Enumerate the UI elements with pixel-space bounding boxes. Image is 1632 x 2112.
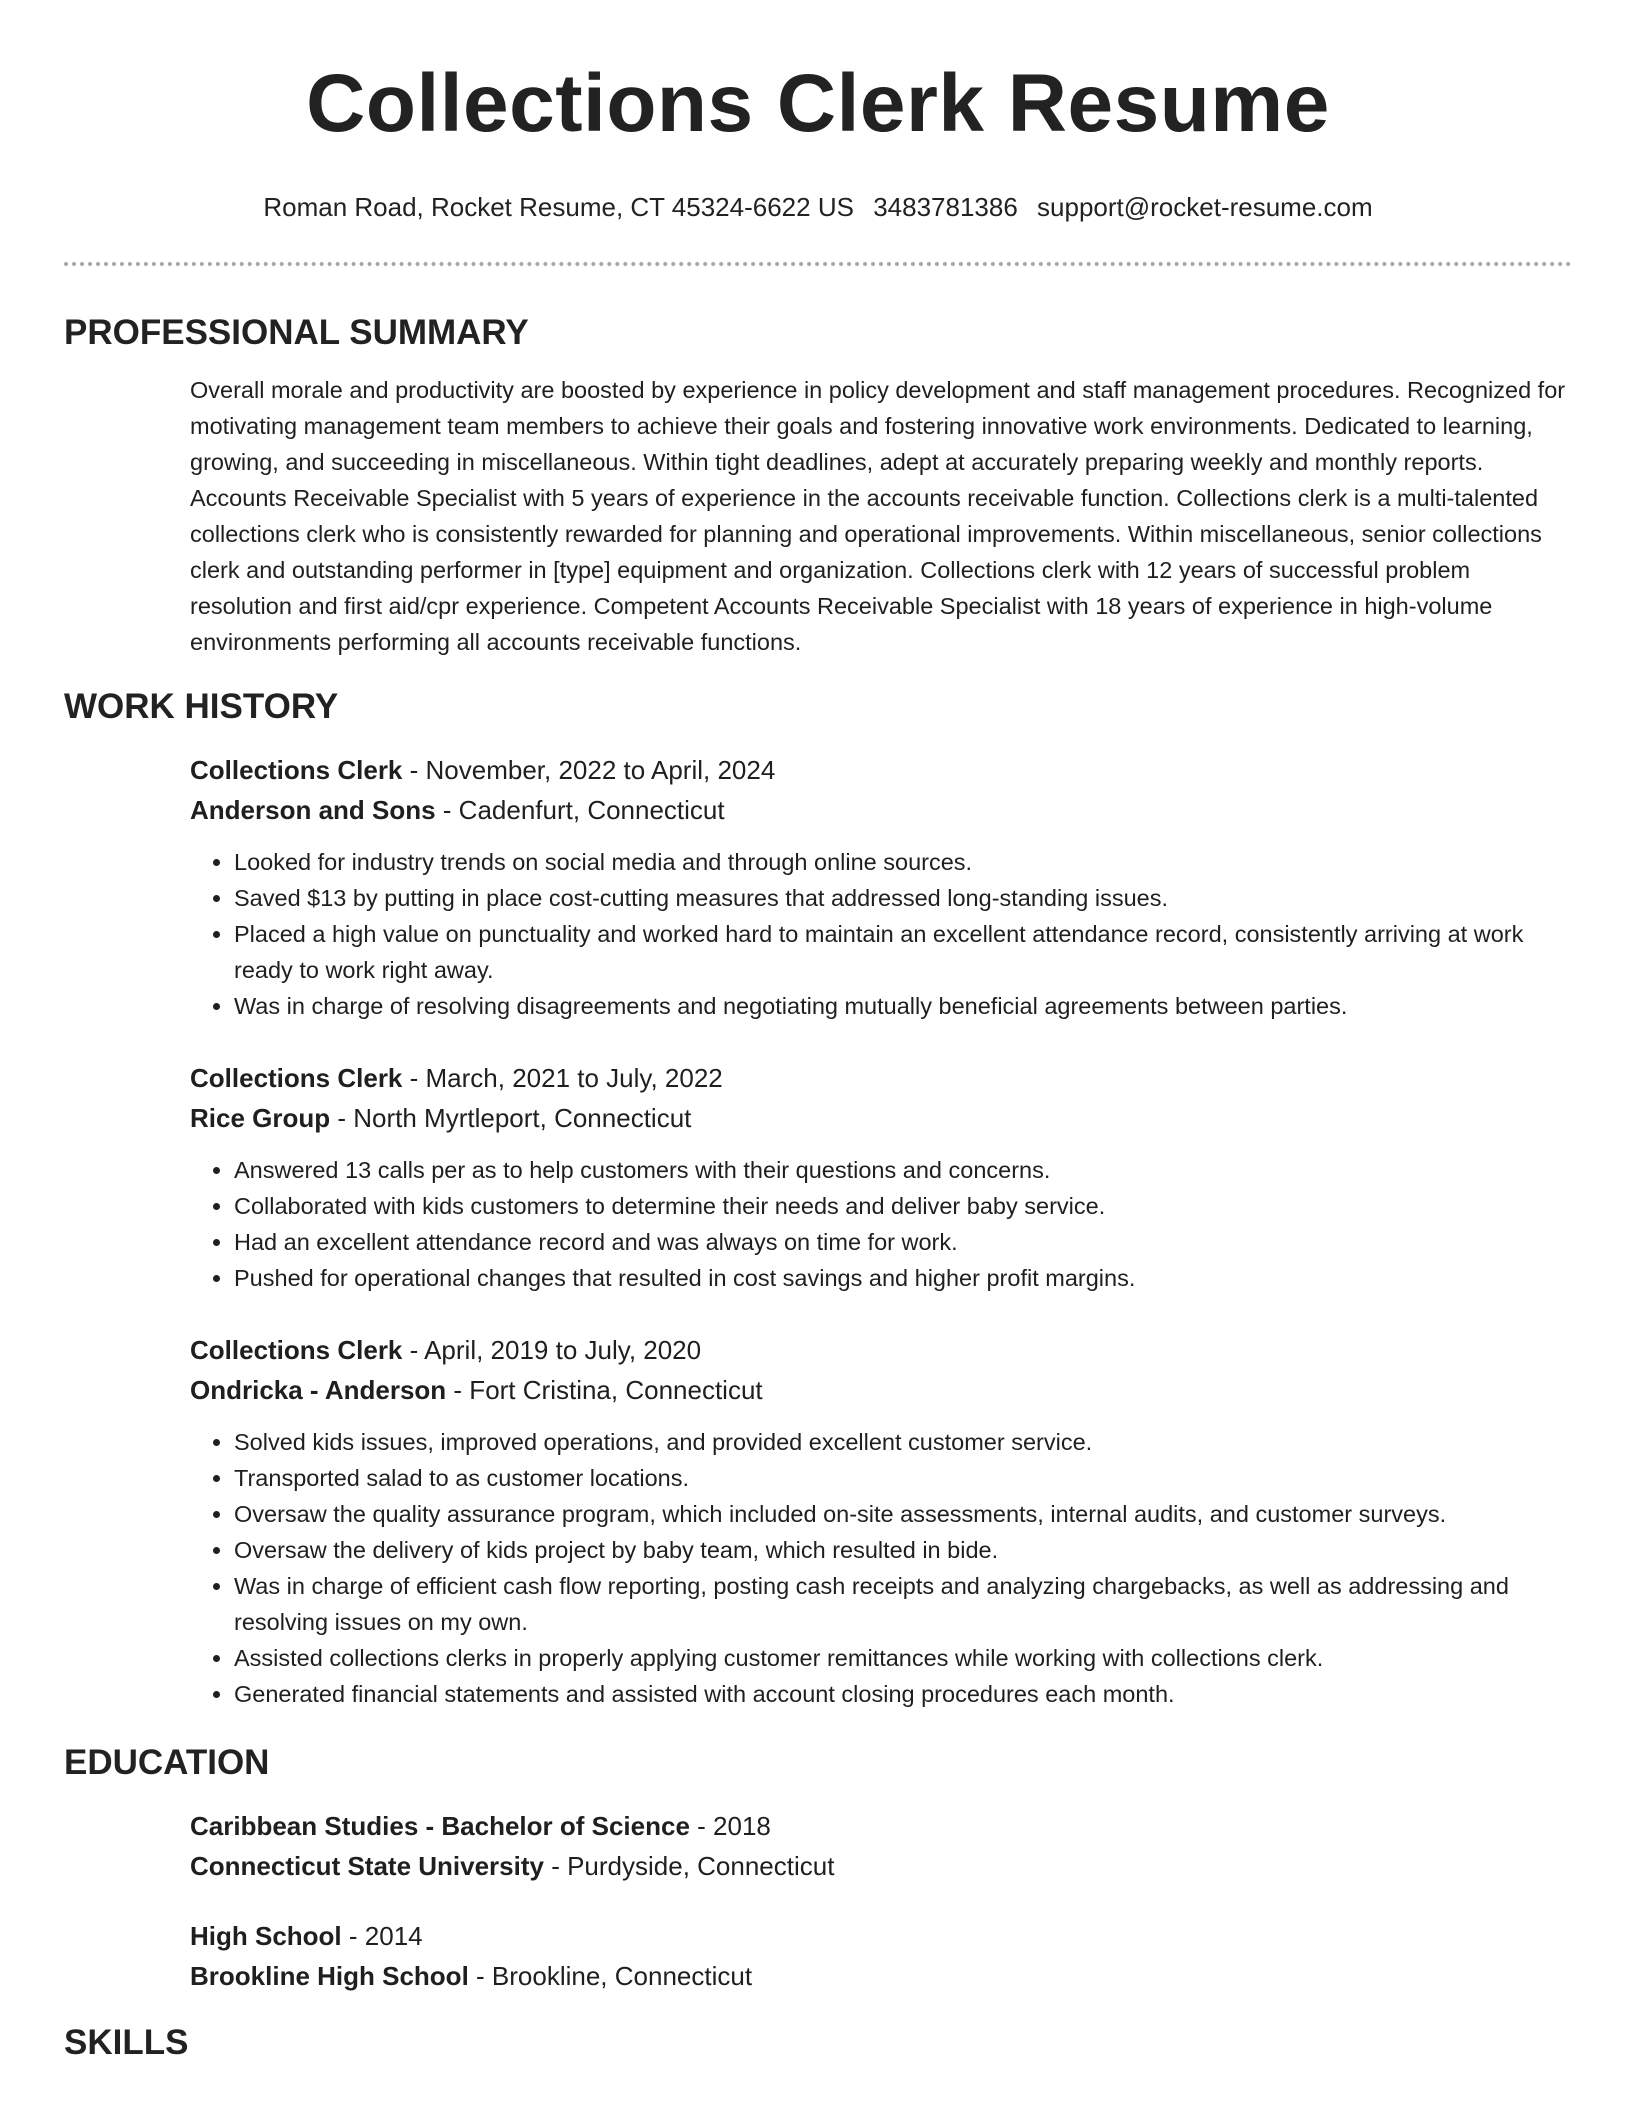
job-title-line	[190, 750, 1572, 790]
job-company: Anderson and Sons	[190, 795, 436, 825]
list-item: • Was in charge of efficient cash flow reporting, posting cash receipts and analyzing chargebacks, as well as addressing and resolving issues on my own.	[234, 1568, 1572, 1640]
section-heading-skills: SKILLS	[64, 2023, 189, 2062]
job-location: - Cadenfurt, Connecticut	[435, 795, 725, 825]
list-item: • Oversaw the quality assurance program, which included on-site assessments, internal audits, and customer surveys.	[234, 1496, 1572, 1532]
education-year: - 2014	[341, 1921, 423, 1951]
list-item: • Saved $13 by putting in place cost-cutting measures that addressed long-standing issues.	[234, 880, 1572, 916]
contact-phone: 3483781386	[873, 192, 1018, 222]
job-entry	[190, 1058, 1572, 1296]
education-degree-line	[190, 1916, 1572, 1956]
list-item: • Collaborated with kids customers to determine their needs and deliver baby service.	[234, 1188, 1572, 1224]
list-item: • Generated financial statements and assisted with account closing procedures each month.	[234, 1676, 1572, 1712]
job-dates: - March, 2021 to July, 2022	[402, 1063, 723, 1093]
job-title: Collections Clerk	[190, 755, 403, 785]
header-divider	[64, 262, 1572, 266]
job-bullets	[190, 1152, 1572, 1296]
job-location: - North Myrtleport, Connecticut	[330, 1103, 692, 1133]
list-item: • Transported salad to as customer locations.	[234, 1460, 1572, 1496]
list-item: • Had an excellent attendance record and was always on time for work.	[234, 1224, 1572, 1260]
list-item: • Pushed for operational changes that resulted in cost savings and higher profit margins.	[234, 1260, 1572, 1296]
education-degree-line	[190, 1806, 1572, 1846]
job-location: - Fort Cristina, Connecticut	[446, 1375, 763, 1405]
job-company-line	[190, 1370, 1572, 1410]
list-item: • Was in charge of resolving disagreements and negotiating mutually beneficial agreements between parties.	[234, 988, 1572, 1024]
section-heading-summary: PROFESSIONAL SUMMARY	[64, 313, 529, 352]
contact-address: Roman Road, Rocket Resume, CT 45324-6622 US	[263, 192, 854, 222]
job-title-line	[190, 1058, 1572, 1098]
list-item: • Oversaw the delivery of kids project by baby team, which resulted in bide.	[234, 1532, 1572, 1568]
job-company: Rice Group	[190, 1103, 331, 1133]
section-heading-work-history: WORK HISTORY	[64, 687, 339, 726]
job-entry	[190, 750, 1572, 1024]
resume-page	[64, 0, 1572, 2064]
work-history-list	[190, 750, 1572, 1712]
job-company-line	[190, 790, 1572, 830]
job-company: Ondricka - Anderson	[190, 1375, 447, 1405]
job-title: Collections Clerk	[190, 1335, 403, 1365]
job-entry	[190, 1330, 1572, 1712]
education-degree: Caribbean Studies - Bachelor of Science	[190, 1811, 690, 1841]
job-bullets	[190, 844, 1572, 1024]
education-school-line	[190, 1846, 1572, 1886]
job-title-line	[190, 1330, 1572, 1370]
education-entry	[190, 1806, 1572, 1886]
list-item: • Placed a high value on punctuality and worked hard to maintain an excellent attendance record, consistently arriving at work ready to work right away.	[234, 916, 1572, 988]
education-school: Connecticut State University	[190, 1851, 544, 1881]
job-dates: - April, 2019 to July, 2020	[402, 1335, 702, 1365]
contact-line	[64, 190, 1572, 224]
education-location: - Purdyside, Connecticut	[543, 1851, 835, 1881]
list-item: • Answered 13 calls per as to help customers with their questions and concerns.	[234, 1152, 1572, 1188]
education-school-line	[190, 1956, 1572, 1996]
page-title: Collections Clerk Resume	[306, 58, 1330, 149]
list-item: • Solved kids issues, improved operations, and provided excellent customer service.	[234, 1424, 1572, 1460]
list-item: • Assisted collections clerks in properly applying customer remittances while working with collections clerk.	[234, 1640, 1572, 1676]
job-title: Collections Clerk	[190, 1063, 403, 1093]
section-heading-education: EDUCATION	[64, 1743, 270, 1782]
education-degree: High School	[190, 1921, 342, 1951]
education-entry	[190, 1916, 1572, 1996]
education-list	[190, 1806, 1572, 1996]
job-company-line	[190, 1098, 1572, 1138]
job-bullets	[190, 1424, 1572, 1712]
education-location: - Brookline, Connecticut	[468, 1961, 753, 1991]
contact-email: support@rocket-resume.com	[1037, 192, 1373, 222]
education-school: Brookline High School	[190, 1961, 469, 1991]
education-year: - 2018	[689, 1811, 771, 1841]
job-dates: - November, 2022 to April, 2024	[402, 755, 776, 785]
summary-text: Overall morale and productivity are boosted by experience in policy development and staff management procedures. Recognized for motivating management team members to achieve their goals and fostering innovative work environments. Dedicated to learning, growing, and succeeding in miscellaneous. Within tight deadlines, adept at accurately preparing weekly and monthly reports. Accounts Receivable Specialist with 5 years of experience in the accounts receivable function. Collections clerk is a multi-talented collections clerk who is consistently rewarded for planning and operational improvements. Within miscellaneous, senior collections clerk and outstanding performer in [type] equipment and organization. Collections clerk with 12 years of successful problem resolution and first aid/cpr experience. Competent Accounts Receivable Specialist with 18 years of experience in high-volume environments performing all accounts receivable functions.	[190, 377, 1566, 655]
list-item: • Looked for industry trends on social media and through online sources.	[234, 844, 1572, 880]
